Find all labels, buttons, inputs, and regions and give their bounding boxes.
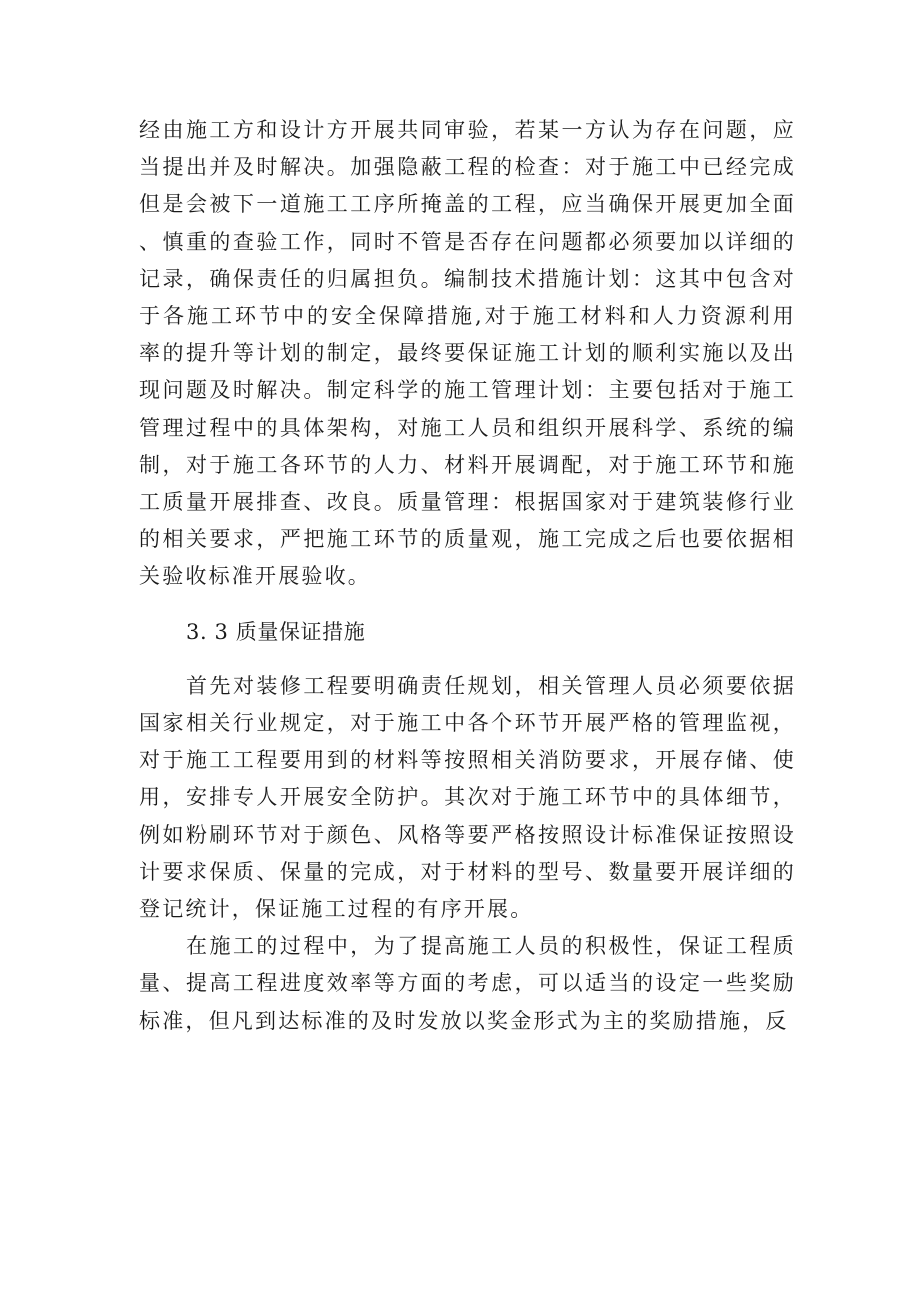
- body-paragraph: 在施工的过程中，为了提高施工人员的积极性，保证工程质量、提高工程进度效率等方面的考虑，可以适当的设定一些奖励标准，但凡到达标准的及时发放以奖金形式为主的奖励措施，反: [139, 934, 796, 1033]
- section-heading: 3. 3 质量保证措施: [186, 619, 366, 644]
- body-paragraph: 经由施工方和设计方开展共同审验，若某一方认为存在问题，应当提出并及时解决。加强隐蔽工程的检查：对于施工中已经完成但是会被下一道施工工序所掩盖的工程，应当确保开展更加全面、慎重的查验工作，同时不管是否存在问题都必须要加以详细的记录，确保责任的归属担负。编制技术措施计划：这其中包含对于各施工环节中的安全保障措施,对于施工材料和人力资源利用率的提升等计划的制定，最终要保证施工计划的顺利实施以及出现问题及时解决。制定科学的施工管理计划：主要包括对于施工管理过程中的具体架构，对施工人员和组织开展科学、系统的编制，对于施工各环节的人力、材料开展调配，对于施工环节和施工质量开展排查、改良。质量管理：根据国家对于建筑装修行业的相关要求，严把施工环节的质量观，施工完成之后也要依据相关验收标准开展验收。: [139, 118, 796, 589]
- body-paragraph: 首先对装修工程要明确责任规划，相关管理人员必须要依据国家相关行业规定，对于施工中各个环节开展严格的管理监视，对于施工工程要用到的材料等按照相关消防要求，开展存储、使用，安排专人开展安全防护。其次对于施工环节中的具体细节，例如粉刷环节对于颜色、风格等要严格按照设计标准保证按照设计要求保质、保量的完成，对于材料的型号、数量要开展详细的登记统计，保证施工过程的有序开展。: [139, 673, 796, 922]
- document-body: [139, 112, 796, 1040]
